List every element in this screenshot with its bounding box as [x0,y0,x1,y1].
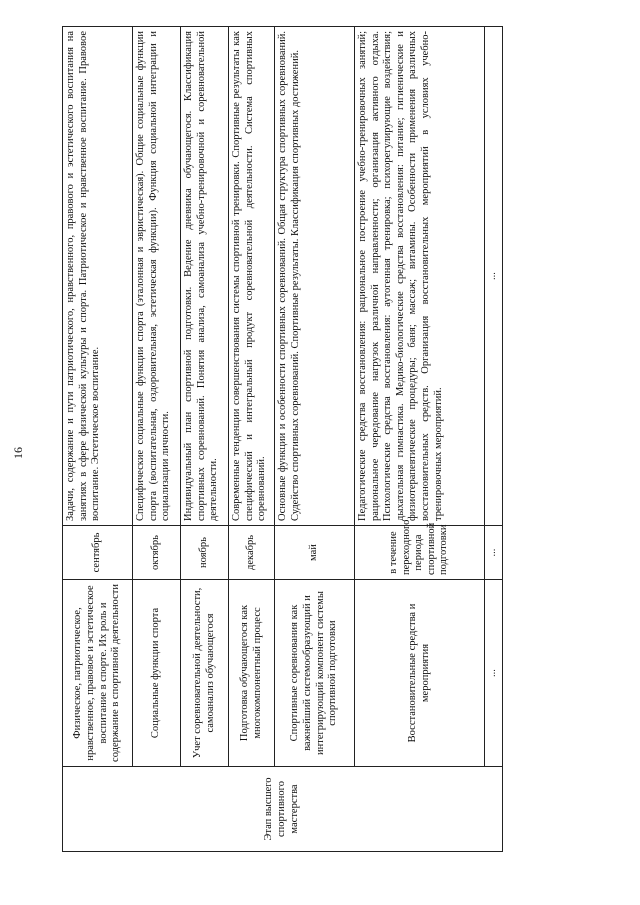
table-row [275,27,355,852]
document-table [62,26,503,852]
table-row [63,27,133,852]
topic-cell: ... [485,580,503,767]
period-cell: май [275,526,355,580]
content-cell: Индивидуальный план спортивной подготовки. Ведение дневника обучающегося. Классификация спортивных соревнований. Понятия анализа, самоанализа учебно-тренировочной и соревновательной деятельности. [181,27,229,526]
table-row [355,27,485,852]
period-cell: октябрь [133,526,181,580]
content-cell: Педагогические средства восстановления: рациональное построение учебно-тренировочных занятий; рациональное чередование нагрузок различной направленности; организация активного отдыха. Психологические средства восстановления: аутогенная тренировка; психорегулирующие воздействия; дыхательная гимнастика. Медико-биологические средства восстановления: питание; гигиенические и физиотерапевтические процедуры; баня; массаж; витамины. Особенности применения различных восстановительных средств. Организация восстановительных мероприятий в условиях учебно-тренировочных мероприятий. [355,27,485,526]
content-cell: Специфические социальные функции спорта (эталонная и эвристическая). Общие социальные функции спорта (воспитательная, оздоровительная, эстетическая функции). Функция социальной интеграции и социализации личности. [133,27,181,526]
period-cell: ноябрь [181,526,229,580]
period-cell: декабрь [229,526,275,580]
content-cell: ... [485,27,503,526]
period-cell: сентябрь [63,526,133,580]
content-cell: Задачи, содержание и пути патриотического, нравственного, правового и эстетического воспитания на занятиях в сфере физической культуры и спорта. Патриотическое и нравственное воспитание. Правовое воспитание. Эстетическое воспитание. [63,27,133,526]
stage-cell: Этап высшего спортивного мастерства [63,767,503,852]
topic-cell: Физическое, патриотическое, нравственное, правовое и эстетическое воспитание в спорте. Их роль и содержание в спортивной деятельности [63,580,133,767]
page-number: 16 [11,447,25,459]
table-row [229,27,275,852]
period-cell: в течение переходного периода спортивной подготовки [355,526,485,580]
topic-cell: Социальные функции спорта [133,580,181,767]
content-cell: Современные тенденции совершенствования системы спортивной тренировки. Спортивные результаты как специфический и интегральный продукт соревновательной деятельности. Система спортивных соревнований. [229,27,275,526]
table-row [133,27,181,852]
topic-cell: Учет соревновательной деятельности, самоанализ обучающегося [181,580,229,767]
topic-cell: Спортивные соревнования как важнейший системообразующий и интегрирующий компонент системы спортивной подготовки [275,580,355,767]
topic-cell: Подготовка обучающегося как многокомпонентный процесс [229,580,275,767]
content-cell: Основные функции и особенности спортивных соревнований. Общая структура спортивных соревнований. Судейство спортивных соревнований. Спортивные результаты. Классификация спортивных достижений. [275,27,355,526]
table-row [181,27,229,852]
period-cell: ... [485,526,503,580]
table-row [485,27,503,852]
topic-cell: Восстановительные средства и мероприятия [355,580,485,767]
rotated-page [62,27,499,852]
